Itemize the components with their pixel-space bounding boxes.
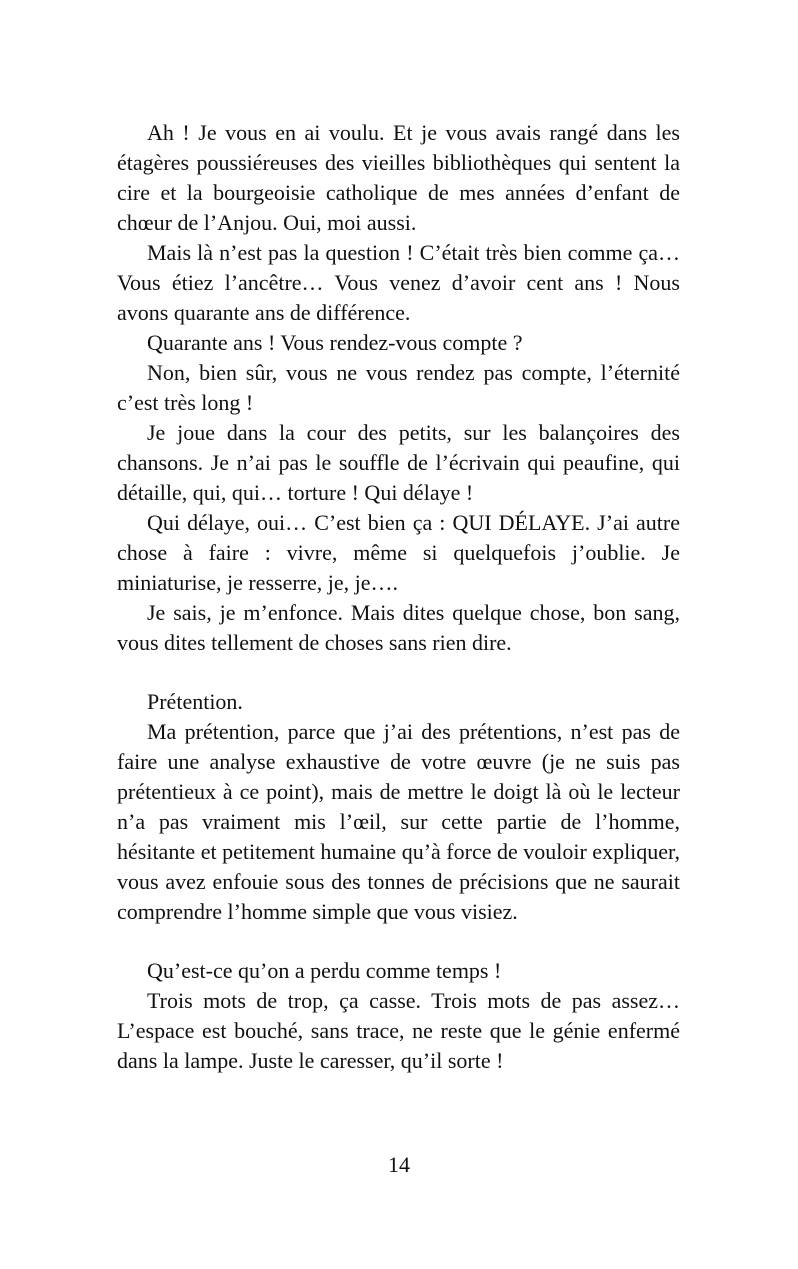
paragraph: Non, bien sûr, vous ne vous rendez pas compte, l’éternité c’est très long ! [117, 360, 680, 415]
paragraph: Prétention. [147, 689, 243, 714]
paragraph: Qui délaye, oui… C’est bien ça : QUI DÉLAYE. J’ai autre chose à faire : vivre, même si quelquefois j’oublie. Je miniaturise, je resserre, je, je…. [117, 510, 680, 595]
paragraph: Ma prétention, parce que j’ai des prétentions, n’est pas de faire une analyse exhaustive de votre œuvre (je ne suis pas prétentieux à ce point), mais de mettre le doigt là où le lecteur n’a pas vraiment mis l’œil, sur cette partie de l’homme, hésitante et petitement humaine qu’à force de vouloir expliquer, vous avez enfouie sous des tonnes de précisions que ne saurait comprendre l’homme simple que vous visiez. [117, 719, 680, 924]
body-text [117, 118, 680, 1076]
section-break [117, 658, 680, 687]
paragraph: Mais là n’est pas la question ! C’était très bien comme ça… Vous étiez l’ancêtre… Vous venez d’avoir cent ans ! Nous avons quarante ans de différence. [117, 240, 680, 325]
paragraph: Trois mots de trop, ça casse. Trois mots de pas assez… L’espace est bouché, sans trace, ne reste que le génie enfermé dans la lampe. Juste le caresser, qu’il sorte ! [117, 988, 680, 1073]
paragraph: Ah ! Je vous en ai voulu. Et je vous avais rangé dans les étagères poussiéreuses des vieilles bibliothèques qui sentent la cire et la bourgeoisie catholique de mes années d’enfant de chœur de l’Anjou. Oui, moi aussi. [117, 120, 680, 235]
section-break [117, 927, 680, 956]
paragraph: Je sais, je m’enfonce. Mais dites quelque chose, bon sang, vous dites tellement de choses sans rien dire. [117, 600, 680, 655]
page-number: 14 [388, 1152, 410, 1177]
paragraph: Qu’est-ce qu’on a perdu comme temps ! [147, 958, 502, 983]
paragraph: Je joue dans la cour des petits, sur les balançoires des chansons. Je n’ai pas le souffle de l’écrivain qui peaufine, qui détaille, qui, qui… torture ! Qui délaye ! [117, 420, 680, 505]
paragraph: Quarante ans ! Vous rendez-vous compte ? [147, 330, 523, 355]
